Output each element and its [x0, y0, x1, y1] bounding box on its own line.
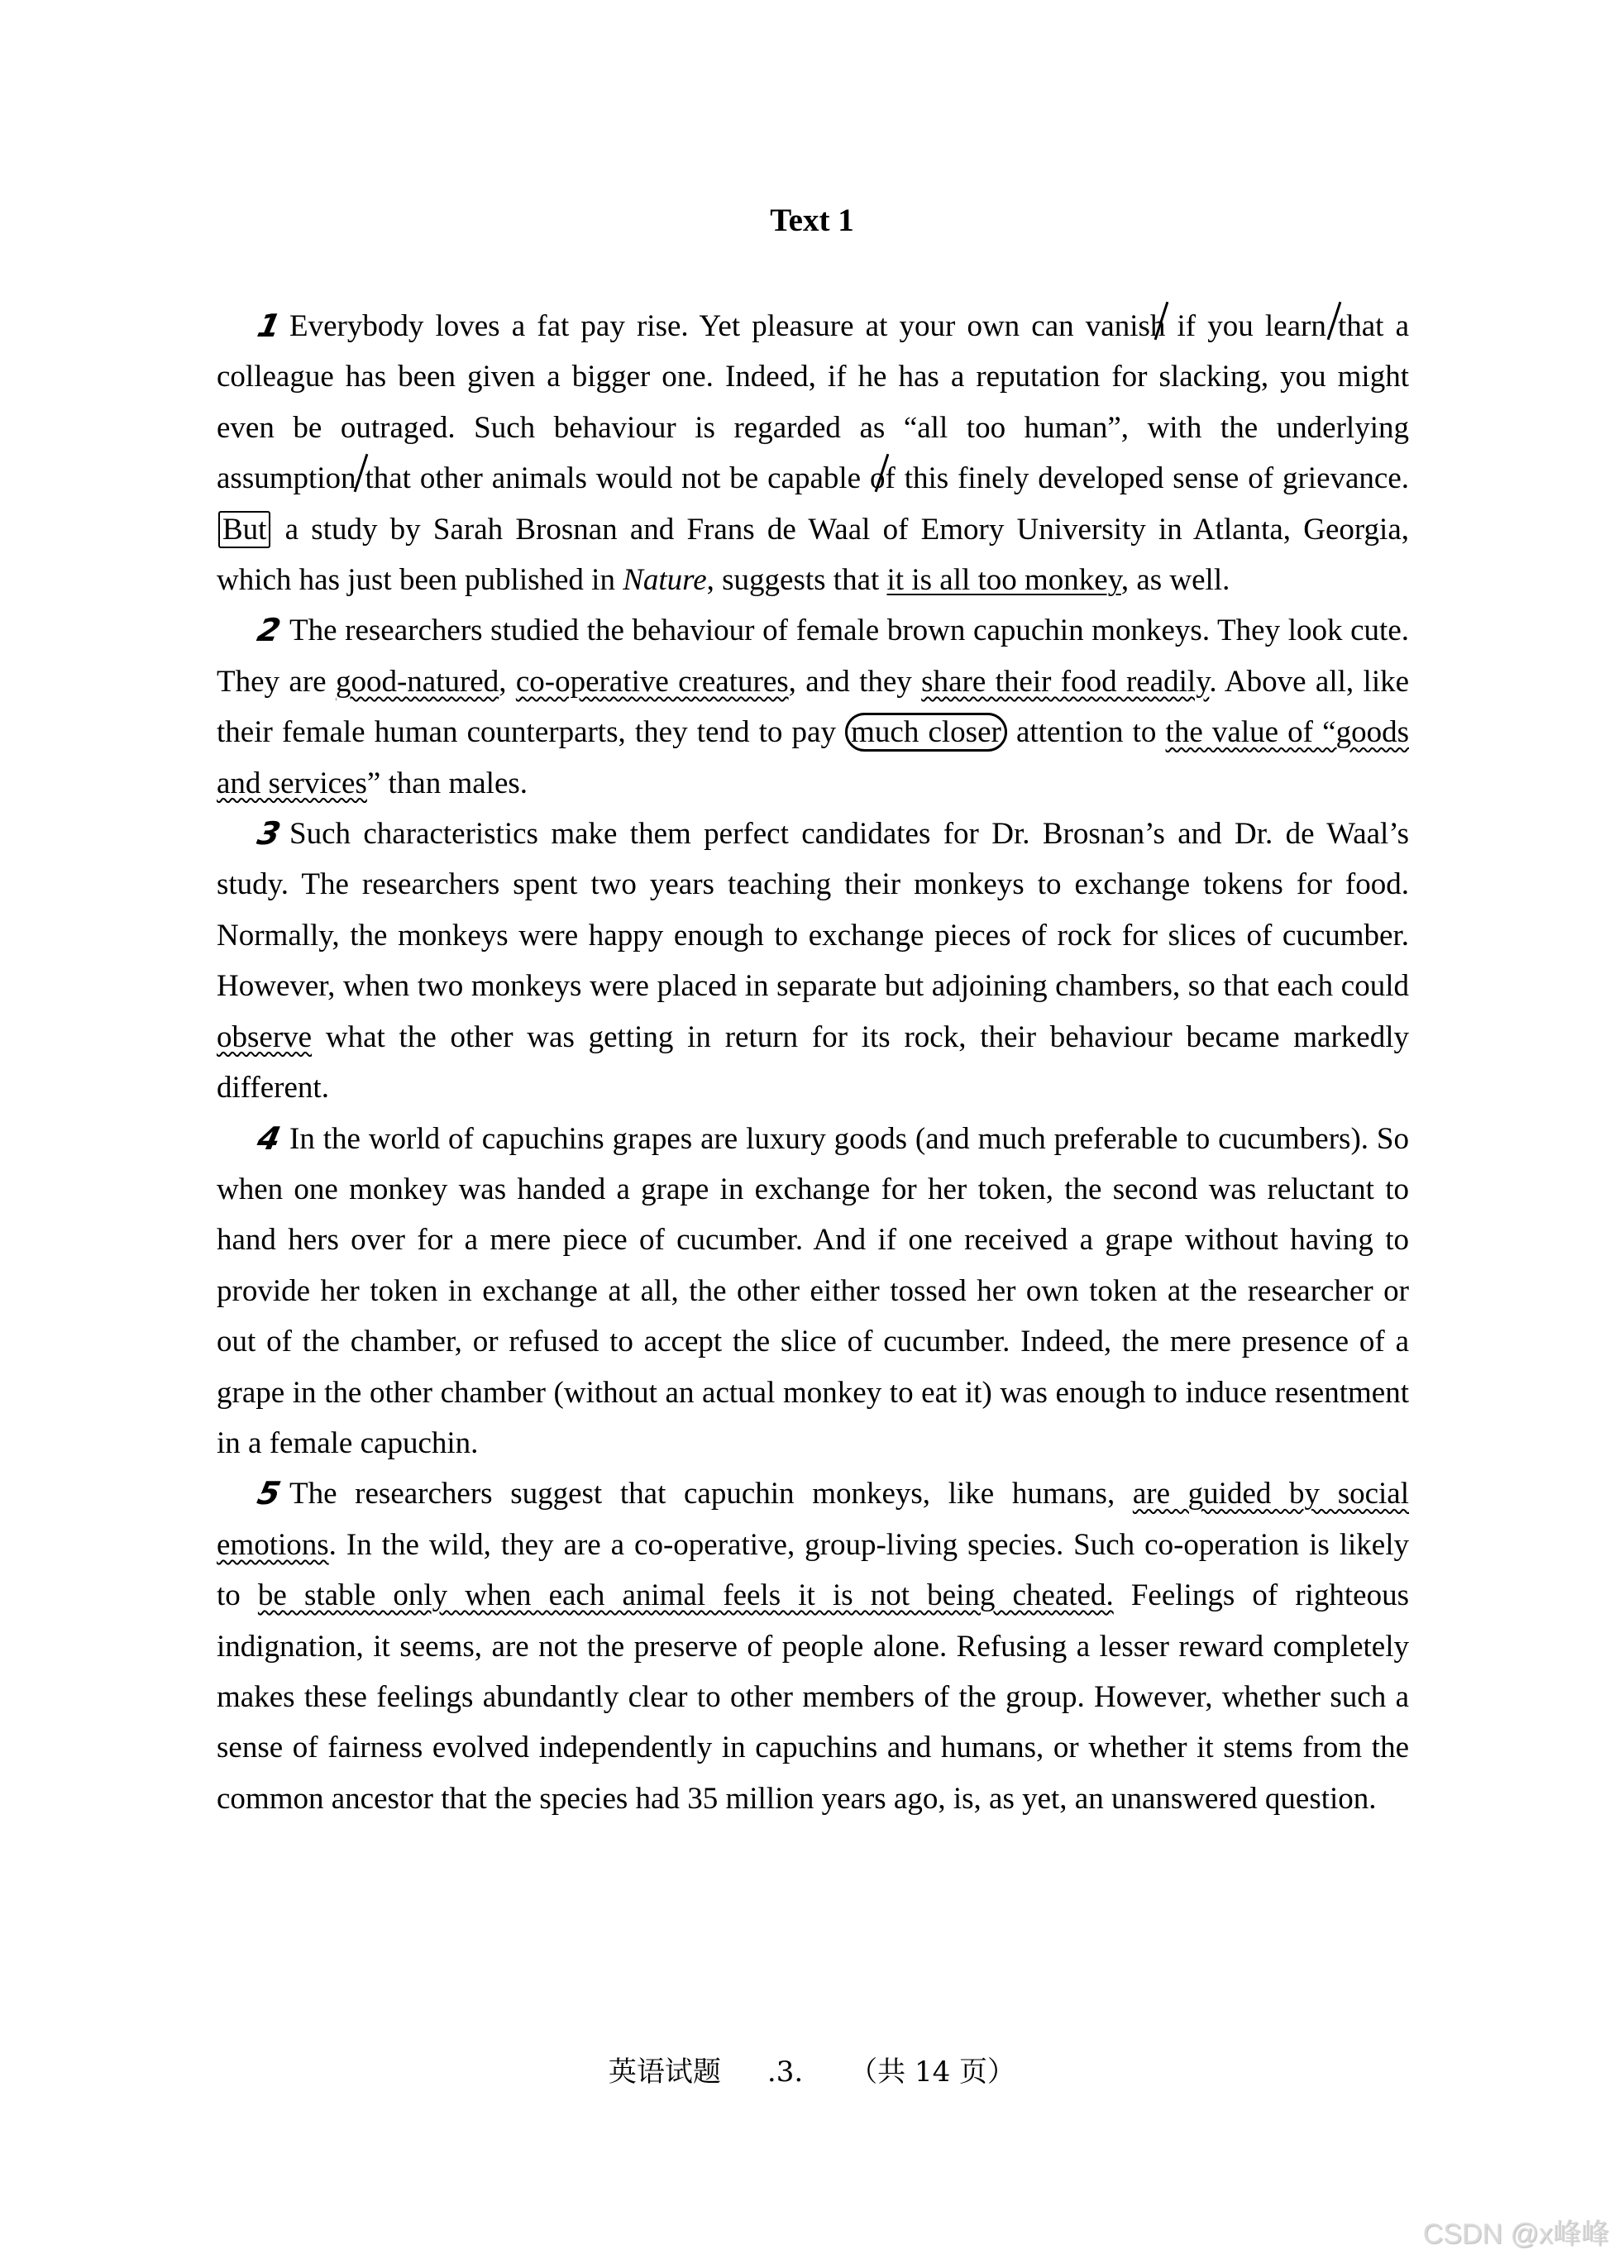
- paragraph: [217, 1468, 1409, 1824]
- wavy-underlined-phrase: observe: [217, 1019, 313, 1054]
- footer-subject: 英语试题: [608, 2056, 721, 2089]
- handwritten-paragraph-number: 2: [254, 612, 284, 649]
- underlined-phrase: it is all too monkey: [886, 563, 1121, 598]
- wavy-underlined-phrase: are guided by social emotions: [217, 1477, 1409, 1562]
- handwritten-paragraph-number: 5: [254, 1475, 284, 1512]
- page-footer: [0, 2049, 1624, 2089]
- boxed-word-annotation: But: [218, 511, 270, 548]
- passage-title: Text 1: [770, 203, 854, 238]
- wavy-underlined-phrase: the value of “goods and services: [217, 715, 1409, 800]
- watermark: CSDN @x峰峰: [1422, 2218, 1609, 2250]
- wavy-underlined-phrase: share their food readily: [921, 664, 1210, 699]
- paragraph-text: Everybody loves a fat pay rise. Yet pleasure at your own can vanish if you learn that a colleague has been given a bigger one. Indeed, if he has a reputation for slacking, you might even be outraged. Such behaviour is regarded as “all too human”, with the underlying assumption that other animals would not be capable of this finely developed sense of grievance. But a study by Sarah Brosnan and Frans de Waal of Emory University in Atlanta, Georgia, which has just been published in Nature, suggests that it is all too monkey, as well.: [217, 309, 1410, 598]
- paragraph: [217, 1114, 1409, 1469]
- footer-page-number: .3.: [767, 2056, 804, 2089]
- footer-total-pages: （共 14 页）: [849, 2056, 1016, 2089]
- handwritten-paragraph-number: 3: [254, 815, 284, 852]
- passage-body: [217, 301, 1409, 1824]
- paragraph: [217, 809, 1409, 1113]
- paragraph-text: In the world of capuchins grapes are luxury goods (and much preferable to cucumbers). So when one monkey was handed a grape in exchange for her token, the second was reluctant to hand hers over for a mere piece of cucumber. And if one received a grape without having to provide her token in exchange at all, the other either tossed her own token at the researcher or out of the chamber, or refused to accept the slice of cucumber. Indeed, the mere presence of a grape in the other chamber (without an actual monkey to eat it) was enough to induce resentment in a female capuchin.: [217, 1121, 1409, 1460]
- circled-phrase-annotation: much closer: [845, 713, 1007, 752]
- wavy-underlined-phrase: co-operative creatures: [515, 664, 789, 699]
- paragraph-text: Such characteristics make them perfect candidates for Dr. Brosnan’s and Dr. de Waal’s study. The researchers spent two years teaching their monkeys to exchange tokens for food. Normally, the monkeys were happy enough to exchange pieces of rock for slices of cucumber. However, when two monkeys were placed in separate but adjoining chambers, so that each could observe what the other was getting in return for its rock, their behaviour became markedly different.: [217, 817, 1409, 1105]
- paragraph: [217, 301, 1409, 605]
- paragraph-text: The researchers studied the behaviour of female brown capuchin monkeys. They look cute. They are good-natured, co-operative creatures, and they share their food readily. Above all, like their female human counterparts, they tend to pay much closer attention to the value of “goods and services” than males.: [217, 614, 1410, 800]
- wavy-underlined-phrase: good-natured: [335, 664, 499, 699]
- paragraph-text: The researchers suggest that capuchin monkeys, like humans, are guided by social emotions. In the wild, they are a co-operative, group-living species. Such co-operation is likely to be stable only when each animal feels it is not being cheated. Feelings of righteous indignation, it seems, are not the preserve of people alone. Refusing a lesser reward completely makes these feelings abundantly clear to other members of the group. However, whether such a sense of fairness evolved independently in capuchins and humans, or whether it stems from the common ancestor that the species had 35 million years ago, is, as yet, an unanswered question.: [217, 1477, 1410, 1816]
- wavy-underlined-phrase: be stable only when each animal feels it is not being cheated.: [257, 1578, 1114, 1613]
- handwritten-paragraph-number: 1: [254, 308, 284, 344]
- italic-text: Nature: [623, 563, 707, 598]
- handwritten-paragraph-number: 4: [254, 1120, 284, 1157]
- paragraph: [217, 605, 1409, 809]
